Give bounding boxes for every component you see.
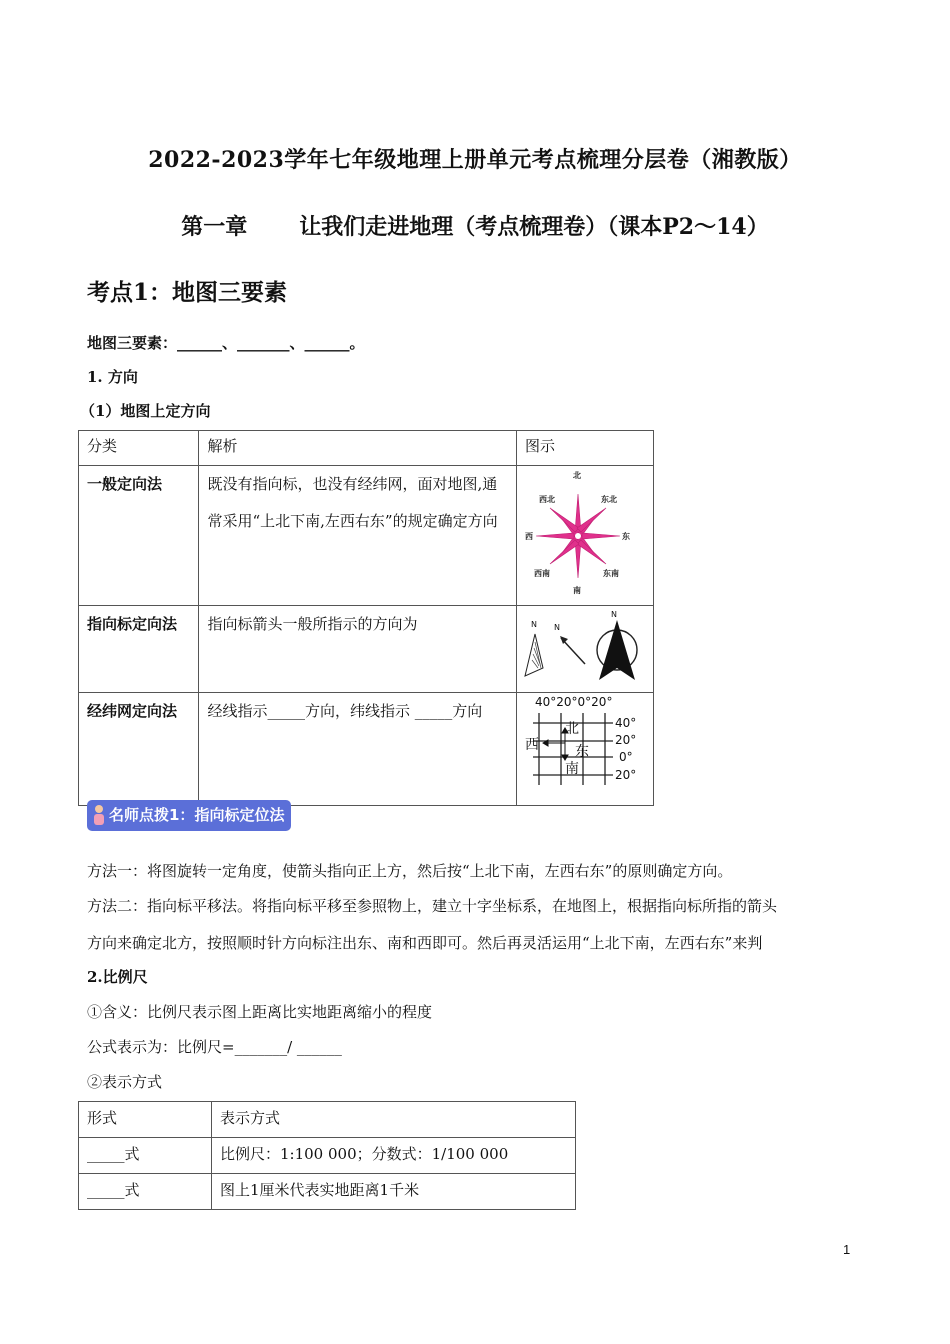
table-cell-desc: 比例尺：1:100 000；分数式：1/100 000 [212, 1138, 576, 1174]
document-title: 2022-2023学年七年级地理上册单元考点梳理分层卷（湘教版） [148, 147, 802, 173]
table-cell-desc: 图上1厘米代表实地距离1千米 [212, 1174, 576, 1210]
chapter-title [0, 210, 950, 241]
chapter-subtitle: 让我们走进地理（考点梳理卷）（课本P2～14） [299, 214, 769, 240]
lat-lon-grid-figure [516, 693, 653, 806]
table-cell-text: 既没有指向标，也没有经纬网，面对地图,通常采用“上北下南,左西右东”的规定确定方向 [199, 466, 517, 606]
compass-label-e: 东 [621, 531, 630, 541]
scale-formula: 公式表示为：比例尺=_______/ ______ [87, 1038, 342, 1056]
grid-label-west: 西 [524, 737, 539, 753]
teacher-icon [92, 804, 106, 828]
table-header: 形式 [79, 1102, 212, 1138]
table-header: 解析 [199, 431, 517, 466]
north-arrow-icon [517, 606, 653, 688]
table-header: 分类 [79, 431, 199, 466]
compass-rose-icon [517, 466, 653, 601]
compass-label-w: 西 [524, 531, 533, 541]
table-cell-text: 指向标箭头一般所指示的方向为 [199, 606, 517, 693]
table-cell-type: 指向标定向法 [79, 606, 199, 693]
item-direction: 1. 方向 [87, 368, 138, 386]
section-heading-scale: 2.比例尺 [87, 968, 148, 986]
compass-rose-figure [516, 466, 653, 606]
lat-lon-grid-icon [517, 693, 653, 801]
table-cell-form: _____式 [79, 1138, 212, 1174]
north-arrow-label: N [530, 620, 537, 629]
table-cell-type: 一般定向法 [79, 466, 199, 606]
north-arrow-label: N [553, 623, 560, 632]
scale-meaning: ①含义：比例尺表示图上距离比实地距离缩小的程度 [87, 1003, 433, 1021]
tip-method2-line2: 方向来确定北方，按照顺时针方向标注出东、南和西即可。然后再灵活运用“上北下南，左西右东”来判 [87, 934, 763, 952]
direction-table [78, 430, 654, 806]
scale-table [78, 1101, 576, 1210]
table-cell-form: _____式 [79, 1174, 212, 1210]
table-header: 图示 [516, 431, 653, 466]
grid-lat-label: 20° [614, 733, 637, 747]
section-heading-1: 考点1：地图三要素 [87, 279, 288, 306]
compass-label-nw: 西北 [538, 494, 555, 504]
grid-lat-label: 40° [614, 716, 637, 730]
item-direction-sub: （1）地图上定方向 [80, 402, 211, 420]
compass-label-ne: 东北 [600, 494, 617, 504]
compass-label-s: 南 [572, 585, 581, 595]
table-header: 表示方式 [212, 1102, 576, 1138]
scale-forms-heading: ②表示方式 [87, 1073, 163, 1091]
chapter-number: 第一章 [181, 214, 248, 240]
grid-lat-label: 20° [614, 768, 637, 782]
map-elements-line: 地图三要素：______、_______、______。 [87, 334, 365, 352]
compass-label-sw: 西南 [533, 568, 550, 578]
compass-label-n: 北 [572, 470, 581, 480]
north-arrow-label: N [610, 610, 617, 619]
grid-label-east: 东 [574, 744, 589, 760]
tip-method1: 方法一：将图旋转一定角度，使箭头指向正上方，然后按“上北下南，左西右东”的原则确定方向。 [87, 862, 733, 880]
compass-label-se: 东南 [602, 568, 619, 578]
table-cell-type: 经纬网定向法 [79, 693, 199, 806]
table-cell-text: 经线指示_____方向，纬线指示 _____方向 [199, 693, 517, 806]
grid-top-labels: 40°20°0°20° [534, 695, 613, 709]
north-arrow-figure [516, 606, 653, 693]
grid-lat-label: 0° [618, 750, 633, 764]
tip-method2-line1: 方法二：指向标平移法。将指向标平移至参照物上，建立十字坐标系，在地图上，根据指向标所指的箭头 [87, 897, 778, 915]
tip-badge [87, 800, 291, 831]
grid-label-north: 北 [564, 721, 579, 737]
grid-label-south: 南 [564, 761, 579, 777]
tip-badge-label: 名师点拨1：指向标定位法 [109, 806, 285, 824]
page-number: 1 [843, 1242, 851, 1257]
